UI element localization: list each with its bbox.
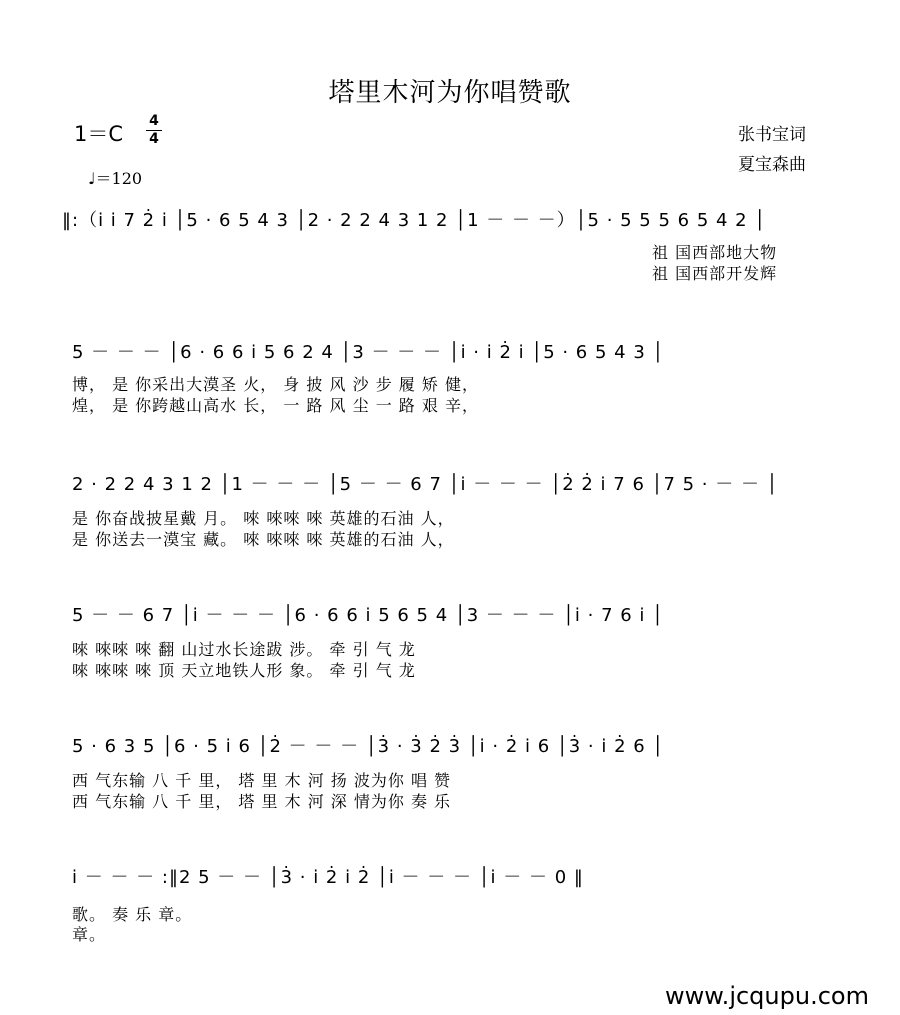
lyrics-line-2-verse-1: 博， 是 你采出大漠圣 火， 身 披 风 沙 步 履 矫 健，	[72, 375, 479, 394]
lyrics-line-5-verse-1: 西 气东输 八 千 里， 塔 里 木 河 扬 波为你 唱 赞	[72, 771, 452, 790]
song-title: 塔里木河为你唱赞歌	[328, 78, 572, 108]
lyricist-credit: 张书宝词	[738, 125, 806, 145]
notation-line-3: 2 · 2 2 4 3 1 2 │1 － － － │5 － － 6 7 │i̇ － － － │2̇ 2̇ i̇ 7 6 │7 5 · － － │	[72, 474, 779, 495]
lyrics-line-1-verse-1: 祖 国西部地大物	[652, 243, 778, 262]
notation-line-2: 5 － － － │6 · 6 6 i̇ 5 6 2 4 │3 － － － │i̇ · i̇ 2̇ i̇ │5 · 6 5 4 3 │	[72, 342, 665, 363]
website-watermark: www.jcqupu.com	[665, 982, 869, 1010]
lyrics-line-6-verse-1: 歌。 奏 乐 章。	[72, 905, 193, 924]
time-signature	[146, 114, 162, 147]
time-signature-top: 4	[149, 113, 159, 129]
lyrics-line-3-verse-1: 是 你奋战披星戴 月。 唻 唻唻 唻 英雄的石油 人，	[72, 509, 455, 528]
tempo-marking: ♩＝120	[88, 169, 143, 188]
lyrics-line-1-verse-2: 祖 国西部开发辉	[652, 264, 778, 283]
time-signature-bottom: 4	[149, 131, 159, 147]
lyrics-line-4-verse-2: 唻 唻唻 唻 顶 天立地铁人形 象。 牵 引 气 龙	[72, 661, 416, 680]
lyrics-line-6-verse-2: 章。	[72, 925, 107, 944]
lyrics-line-5-verse-2: 西 气东输 八 千 里， 塔 里 木 河 深 情为你 奏 乐	[72, 792, 452, 811]
notation-line-1: ‖:（i̇ i̇ 7 2̇ i̇ │5 · 6 5 4 3 │2 · 2 2 4 3 1 2 │1 － － －）│5 · 5 5 5 6 5 4 2 │	[62, 210, 767, 231]
notation-line-5: 5 · 6 3 5 │6 · 5 i̇ 6 │2̇ － － － │3̇ · 3̇ 2̇ 3̇ │i̇ · 2̇ i̇ 6 │3̇ · i̇ 2̇ 6 │	[72, 736, 665, 757]
lyrics-line-4-verse-1: 唻 唻唻 唻 翻 山过水长途跋 涉。 牵 引 气 龙	[72, 640, 416, 659]
composer-credit: 夏宝森曲	[738, 155, 806, 175]
notation-line-6: i̇ － － － :‖2 5 － － │3̇ · i̇ 2̇ i̇ 2̇ │i̇ － － － │i̇ － － 0 ‖	[72, 867, 584, 888]
notation-line-4: 5 － － 6 7 │i̇ － － － │6 · 6 6 i̇ 5 6 5 4 │3 － － － │i̇ · 7 6 i̇ │	[72, 605, 664, 626]
lyrics-line-2-verse-2: 煌， 是 你跨越山高水 长， 一 路 风 尘 一 路 艰 辛，	[72, 396, 479, 415]
lyrics-line-3-verse-2: 是 你送去一漠宝 藏。 唻 唻唻 唻 英雄的石油 人，	[72, 530, 455, 549]
key-signature: 1＝C	[74, 122, 124, 146]
